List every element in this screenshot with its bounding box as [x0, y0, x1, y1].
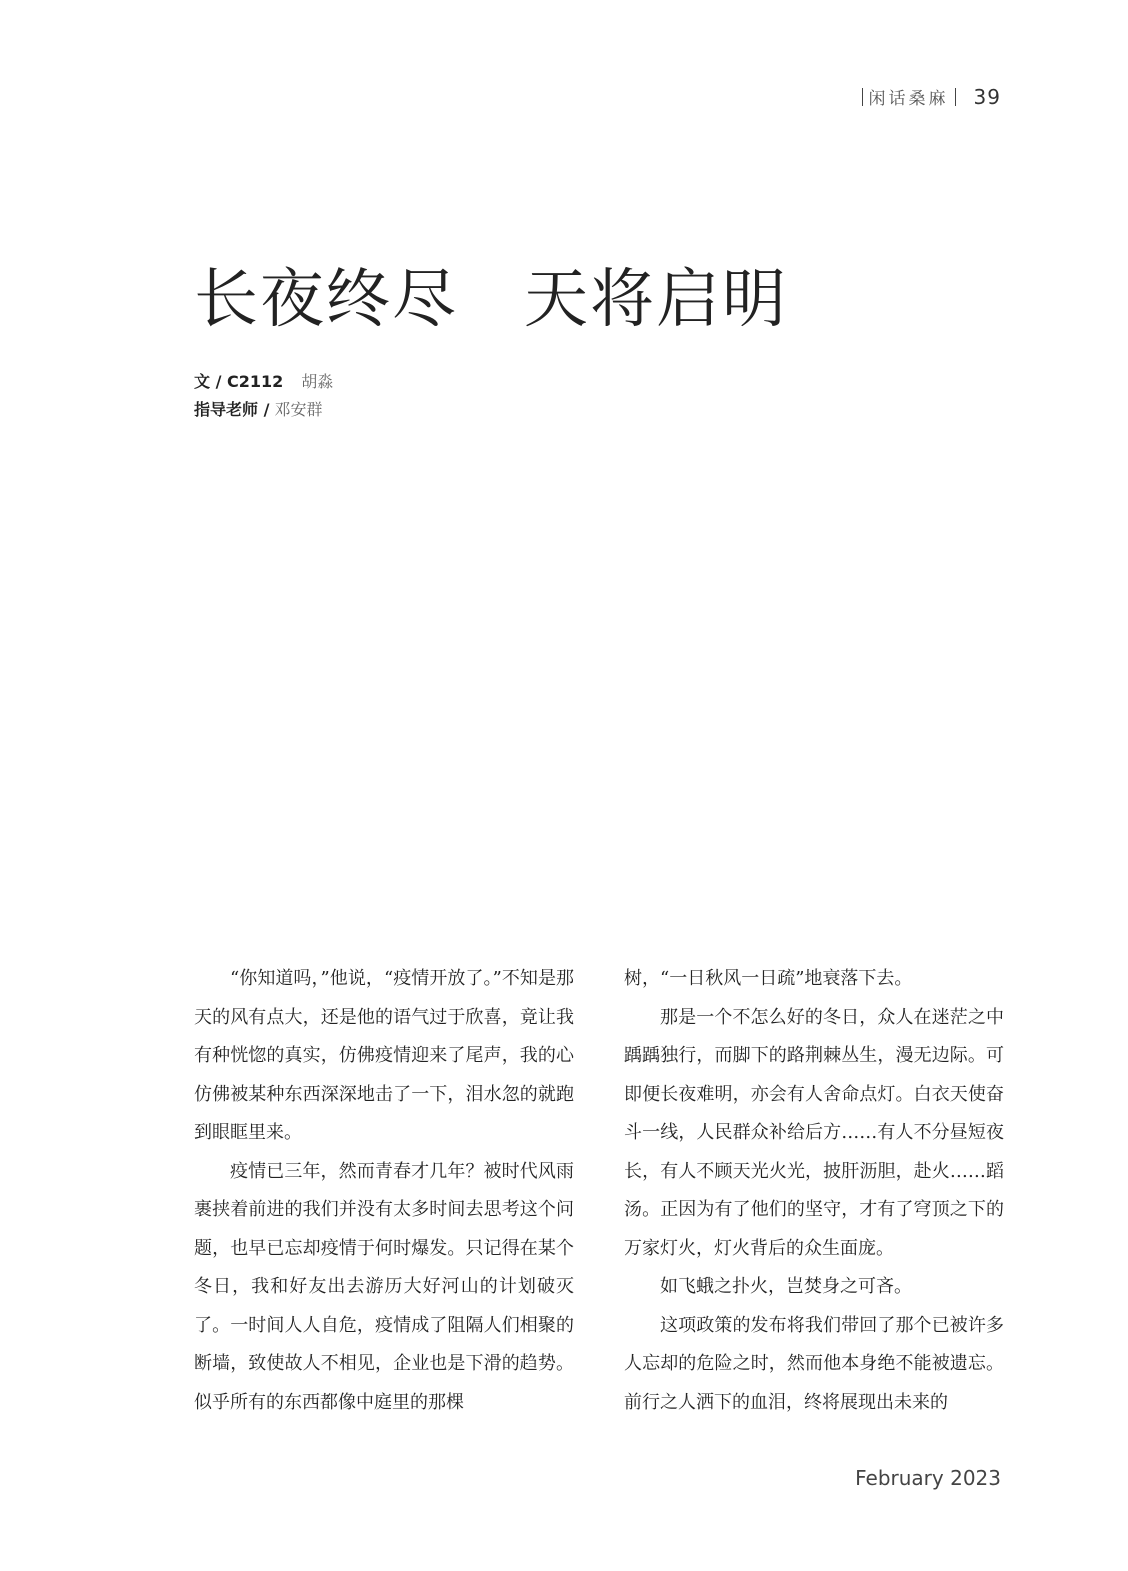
teacher-name: 邓安群 — [274, 400, 323, 419]
right-column — [624, 960, 1004, 1422]
paragraph: 那是一个不怎么好的冬日，众人在迷茫之中踽踽独行，而脚下的路荆棘丛生，漫无边际。可即便长夜难明，亦会有人舍命点灯。白衣天使奋斗一线，人民群众补给后方……有人不分昼短夜长，有人不顾天光火光，披肝沥胆，赴火……蹈汤。正因为有了他们的坚守，才有了穹顶之下的万家灯火，灯火背后的众生面庞。 — [624, 1006, 1004, 1259]
author-line — [194, 368, 333, 396]
paragraph: 疫情已三年，然而青春才几年？被时代风雨裹挟着前进的我们并没有太多时间去思考这个问题，也早已忘却疫情于何时爆发。只记得在某个冬日，我和好友出去游历大好河山的计划破灭了。一时间人人自危，疫情成了阻隔人们相聚的断墙，致使故人不相见，企业也是下滑的趋势。似乎所有的东西都像中庭里的那棵 — [194, 1160, 574, 1413]
paragraph: 如飞蛾之扑火，岂焚身之可吝。 — [660, 1276, 912, 1297]
left-column — [194, 960, 574, 1422]
paragraph: 这项政策的发布将我们带回了那个已被许多人忘却的危险之时，然而他本身绝不能被遗忘。前行之人洒下的血泪，终将展现出未来的 — [624, 1314, 1004, 1413]
byline — [194, 368, 333, 424]
section-name: 闲话桑麻 — [868, 89, 949, 109]
teacher-label: 指导老师 / — [194, 400, 270, 419]
author-name: 胡淼 — [301, 372, 334, 391]
page-header — [862, 84, 1001, 109]
author-label: 文 / C2112 — [194, 372, 284, 391]
title-part-1: 长夜终尽 — [194, 263, 458, 337]
issue-date: February 2023 — [855, 1466, 1001, 1490]
article-title — [194, 248, 788, 340]
section-tag — [862, 84, 956, 109]
divider-bar-left — [862, 88, 863, 106]
paragraph: “你知道吗，”他说，“疫情开放了。”不知是那天的风有点大，还是他的语气过于欣喜，竟让我有种恍惚的真实，仿佛疫情迎来了尾声，我的心仿佛被某种东西深深地击了一下，泪水忽的就跑到眼眶里来。 — [194, 968, 574, 1143]
page-number: 39 — [973, 84, 1001, 109]
title-part-2: 天将启明 — [524, 263, 788, 337]
teacher-line — [194, 396, 333, 424]
paragraph: 树，“一日秋风一日疏”地衰落下去。 — [624, 968, 913, 989]
divider-bar-right — [955, 88, 956, 106]
